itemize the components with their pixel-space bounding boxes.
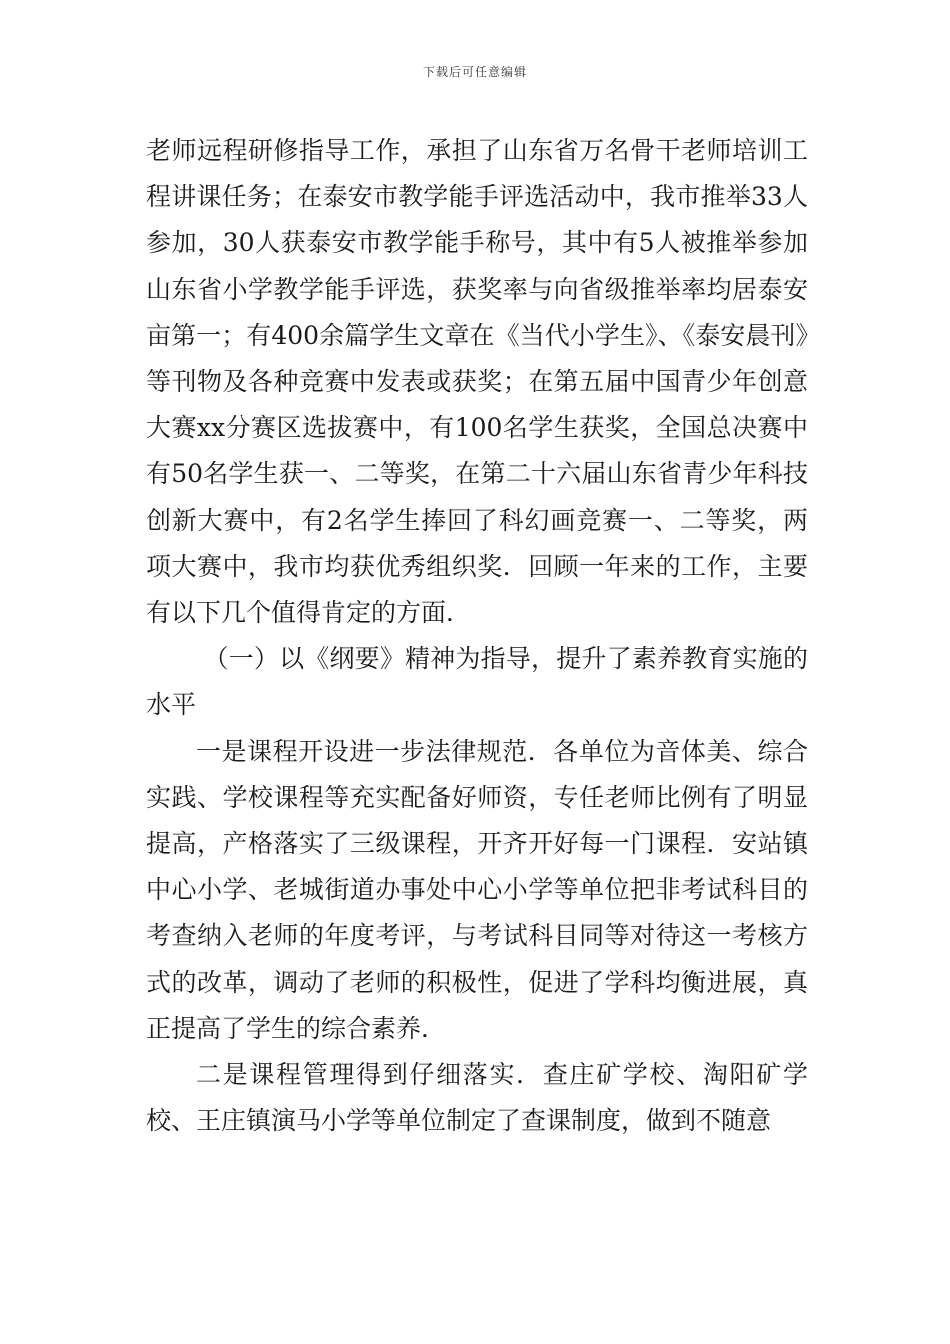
section-heading: （一）以《纲要》精神为指导，提升了素养教育实施的水平 xyxy=(146,644,808,720)
paragraph-curriculum-management: 二是课程管理得到仔细落实．查庄矿学校、淘阳矿学校、王庄镇演马小学等单位制定了查课制度，做到不随意 xyxy=(146,1060,808,1136)
document-body xyxy=(146,128,808,1144)
paragraph-continuation: 老师远程研修指导工作，承担了山东省万名骨干老师培训工程讲课任务；在泰安市教学能手评选活动中，我市推举33人参加，30人获泰安市教学能手称号，其中有5人被推举参加山东省小学教学能手评选，获奖率与向省级推举率均居泰安亩第一；有400余篇学生文章在《当代小学生》、《泰安晨刊》等刊物及各种竞赛中发表或获奖；在第五届中国青少年创意大赛xx分赛区选拔赛中，有100名学生获奖，全国总决赛中有50名学生获一、二等奖，在第二十六届山东省青少年科技创新大赛中，有2名学生捧回了科幻画竞赛一、二等奖，两项大赛中，我市均获优秀组织奖．回顾一年来的工作，主要有以下几个值得肯定的方面． xyxy=(146,136,808,628)
page-header: 下载后可任意编辑 xyxy=(422,65,527,79)
paragraph-curriculum-standards: 一是课程开设进一步法律规范．各单位为音体美、综合实践、学校课程等充实配备好师资，专任老师比例有了明显提高，产格落实了三级课程，开齐开好每一门课程．安站镇中心小学、老城街道办事处中心小学等单位把非考试科目的考查纳入老师的年度考评，与考试科目同等对待这一考核方式的改革，调动了老师的积极性，促进了学科均衡进展，真正提高了学生的综合素养． xyxy=(146,736,808,1043)
